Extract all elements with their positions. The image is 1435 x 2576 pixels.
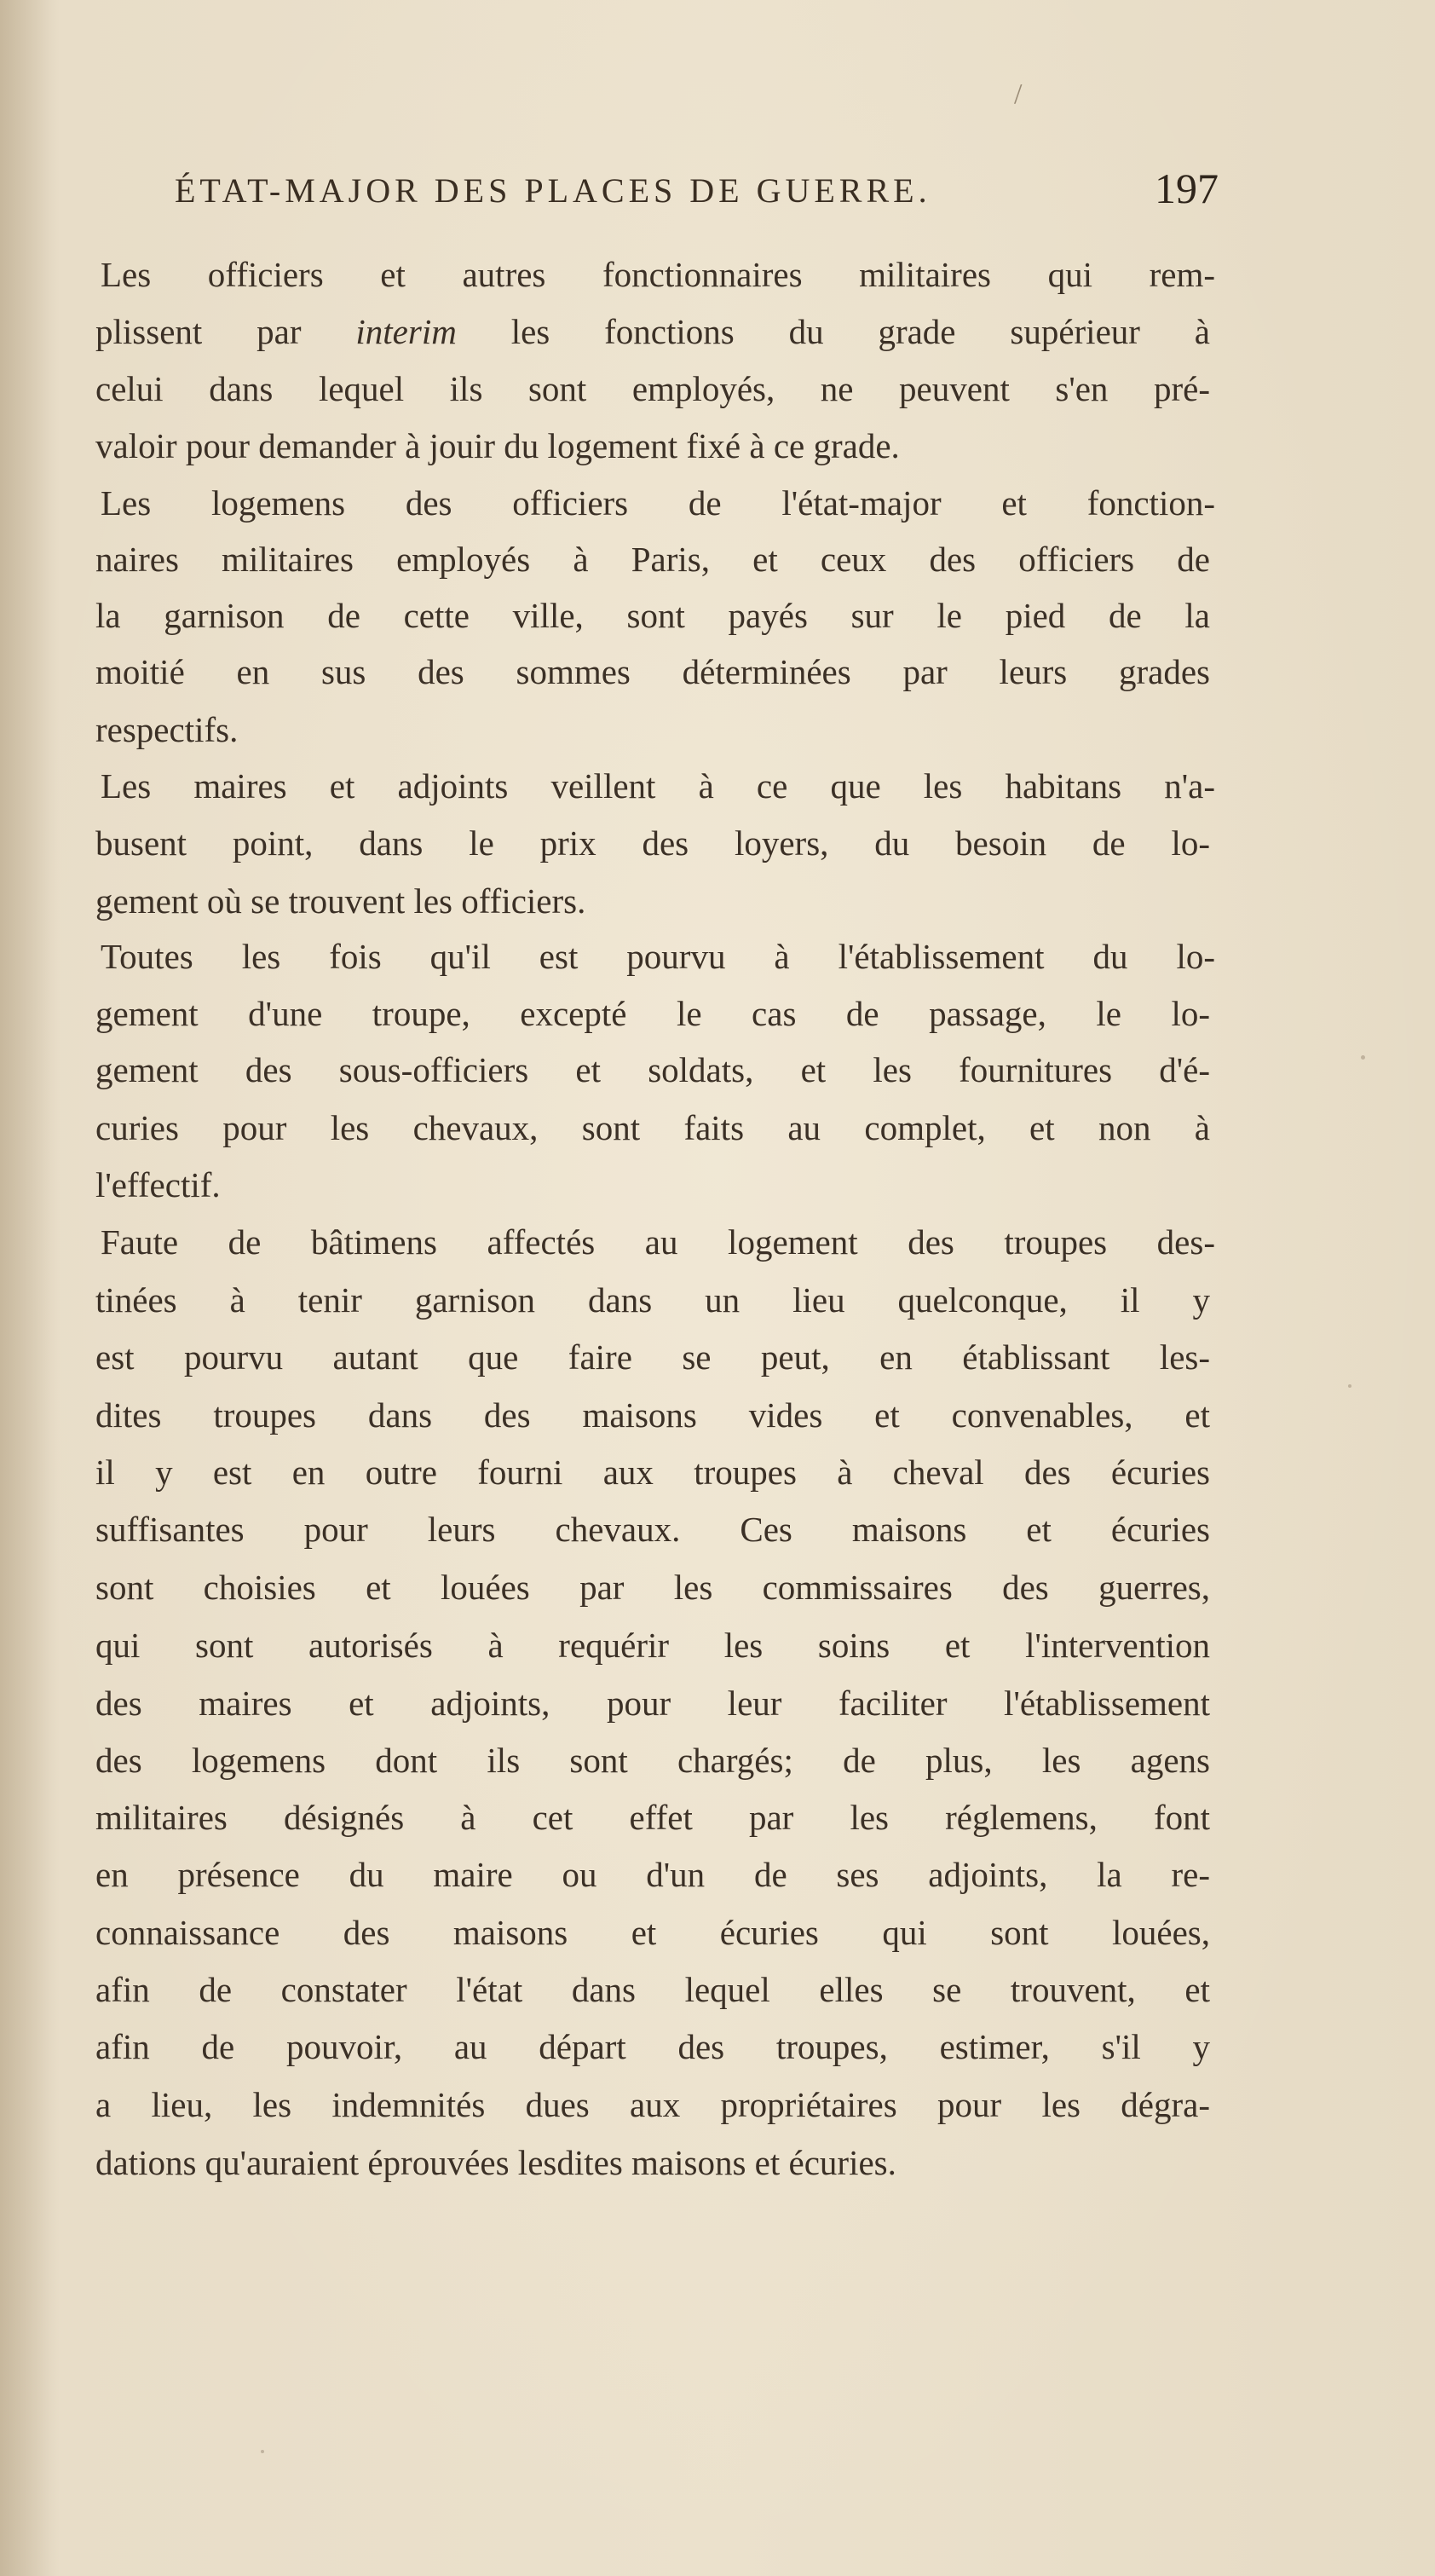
- text-line: gement où se trouvent les officiers.: [95, 881, 586, 921]
- text-line: est pourvu autant que faire se peut, en établissant les-: [95, 1337, 1210, 1377]
- text-line: gement des sous-officiers et soldats, et les fournitures d'é-: [95, 1050, 1210, 1089]
- text-line: il y est en outre fourni aux troupes à cheval des écuries: [95, 1453, 1210, 1492]
- text-line: afin de constater l'état dans lequel elles se trouvent, et: [95, 1970, 1210, 2009]
- text-line: Toutes les fois qu'il est pourvu à l'établissement du lo-: [101, 937, 1215, 976]
- text-line: gement d'une troupe, excepté le cas de passage, le lo-: [95, 994, 1210, 1033]
- text-line: plissent par interim les fonctions du grade supérieur à: [95, 312, 1210, 351]
- text-line: dites troupes dans des maisons vides et convenables, et: [95, 1395, 1210, 1435]
- text-line: busent point, dans le prix des loyers, du besoin de lo-: [95, 823, 1210, 863]
- stray-pen-mark: /: [1014, 78, 1023, 110]
- text-line: des maires et adjoints, pour leur faciliter l'établissement: [95, 1684, 1210, 1723]
- text-line: tinées à tenir garnison dans un lieu quelconque, il y: [95, 1280, 1210, 1320]
- text-line: des logemens dont ils sont chargés; de plus, les agens: [95, 1741, 1210, 1780]
- text-line: respectifs.: [95, 710, 239, 749]
- text-line: celui dans lequel ils sont employés, ne peuvent s'en pré-: [95, 369, 1210, 408]
- text-line: afin de pouvoir, au départ des troupes, estimer, s'il y: [95, 2027, 1210, 2066]
- binding-shadow: [0, 0, 60, 2576]
- text-line: a lieu, les indemnités dues aux propriétaires pour les dégra-: [95, 2085, 1210, 2124]
- text-line: en présence du maire ou d'un de ses adjoints, la re-: [95, 1855, 1210, 1894]
- page-number: 197: [1155, 165, 1219, 212]
- text-line: Les maires et adjoints veillent à ce que les habitans n'a-: [101, 766, 1215, 806]
- text-line: dations qu'auraient éprouvées lesdites maisons et écuries.: [95, 2143, 896, 2182]
- text-line: la garnison de cette ville, sont payés sur le pied de la: [95, 596, 1210, 635]
- paper-speck: [261, 2450, 264, 2453]
- text-line: sont choisies et louées par les commissaires des guerres,: [95, 1568, 1210, 1607]
- text-line: naires militaires employés à Paris, et ceux des officiers de: [95, 540, 1210, 579]
- text-line: curies pour les chevaux, sont faits au complet, et non à: [95, 1108, 1210, 1147]
- text-line: Les logemens des officiers de l'état-major et fonction-: [101, 483, 1215, 523]
- text-line: Faute de bâtimens affectés au logement des troupes des-: [101, 1222, 1215, 1262]
- running-title: ÉTAT-MAJOR DES PLACES DE GUERRE.: [175, 171, 931, 210]
- text-line: Les officiers et autres fonctionnaires militaires qui rem-: [101, 255, 1215, 294]
- body-text: [95, 249, 1215, 2354]
- text-line: militaires désignés à cet effet par les réglemens, font: [95, 1798, 1210, 1837]
- text-line: moitié en sus des sommes déterminées par leurs grades: [95, 652, 1210, 691]
- text-line: connaissance des maisons et écuries qui sont louées,: [95, 1913, 1210, 1952]
- text-line: l'effectif.: [95, 1165, 221, 1204]
- running-header: [175, 164, 1219, 223]
- text-line: qui sont autorisés à requérir les soins et l'intervention: [95, 1626, 1210, 1665]
- text-line: valoir pour demander à jouir du logement fixé à ce grade.: [95, 426, 900, 465]
- italic-word: interim: [355, 312, 457, 351]
- text-line: suffisantes pour leurs chevaux. Ces maisons et écuries: [95, 1510, 1210, 1549]
- paper-speck: [1361, 1055, 1365, 1060]
- paper-speck: [1348, 1384, 1351, 1388]
